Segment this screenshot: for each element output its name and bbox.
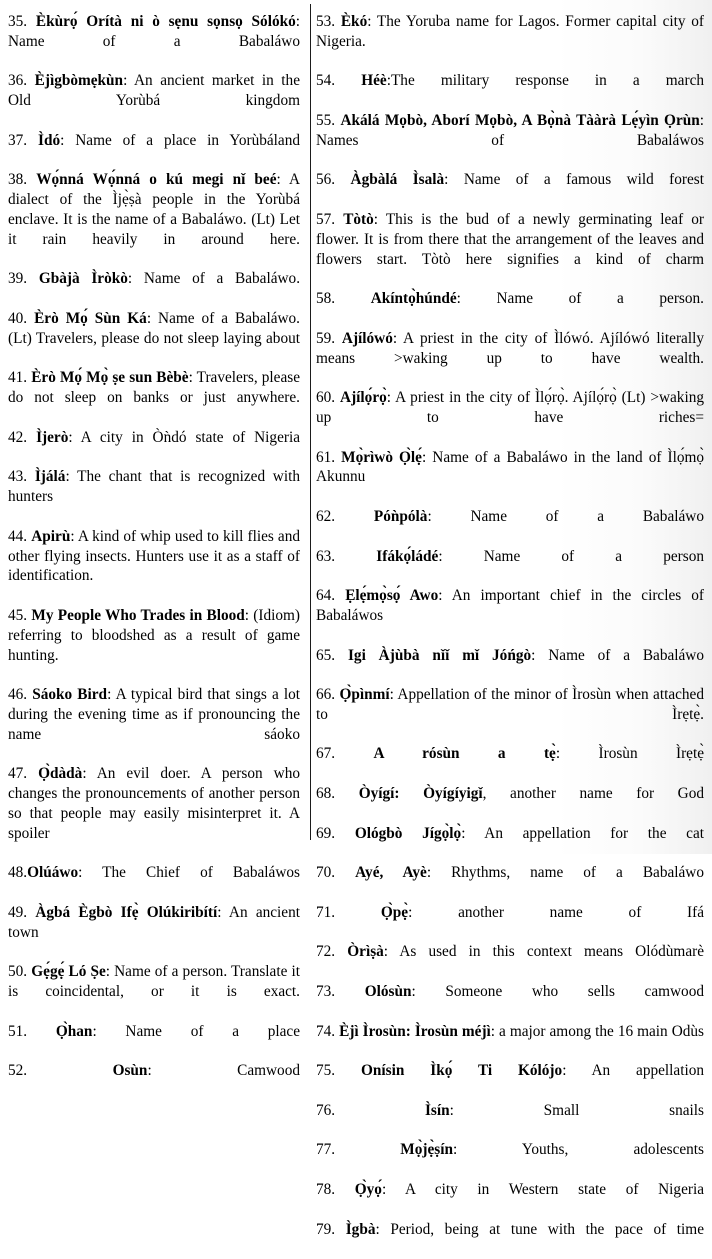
entry-definition: An ancient market in the Old Yorùbá kingdom: [8, 72, 300, 110]
entry-definition: Name of a Babaláwo: [431, 507, 704, 525]
entry-separator: :: [123, 72, 128, 90]
entry-headword: Igi Àjùbà nǐǐ mǐ Jóńgò: [347, 646, 532, 664]
glossary-entry: [316, 111, 704, 170]
entry-number: 37.: [8, 131, 28, 149]
glossary-entry: [8, 12, 300, 71]
entry-headword: Ìdó: [38, 131, 61, 149]
entry-headword: Ayé, Ayè: [355, 864, 427, 882]
entry-separator: :: [367, 13, 372, 30]
entry-definition: Name of a person: [442, 547, 705, 565]
entry-headword: Olúáwo: [27, 864, 79, 882]
entry-number: 35.: [8, 13, 28, 30]
entry-separator: :: [60, 131, 65, 149]
entry-headword: Èrò Mọ́ Sùn Ká: [34, 309, 147, 327]
glossary-entry: [8, 71, 300, 130]
entry-number: 49.: [8, 903, 28, 921]
entry-headword: Àgbá Ègbò Ifẹ̀ Olúkiribítí: [35, 903, 218, 921]
entry-number: 66.: [316, 686, 336, 704]
entry-definition: An appellation: [566, 1062, 704, 1080]
entry-headword: Ìsín: [424, 1101, 450, 1119]
glossary-entry: [316, 1140, 704, 1180]
entry-number: 54.: [316, 72, 336, 90]
entry-number: 38.: [8, 171, 28, 189]
entry-number: 42.: [8, 428, 28, 446]
entry-headword: Osùn: [112, 1062, 148, 1080]
entry-headword: Akálá Mọbò, Aborí Mọbò, A Bọ̀nà Tààrà Lẹ́yìn Ọrùn: [340, 111, 700, 129]
entry-separator: :: [92, 1022, 97, 1040]
entry-separator: :: [444, 171, 449, 189]
entry-separator: :: [531, 646, 536, 664]
entry-headword: Ọ̀yọ́: [354, 1181, 382, 1199]
entry-headword: Èjìgbòmẹkùn: [34, 72, 124, 90]
entry-definition: Small snails: [453, 1101, 705, 1119]
glossary-entry: [316, 547, 704, 587]
glossary-entry: [8, 368, 300, 427]
entry-separator: :: [65, 468, 70, 486]
glossary-entry: [316, 1180, 704, 1220]
entry-definition: Name of a Babaláwo. (Lt) Travelers, please do not sleep laying about: [8, 309, 301, 347]
entry-headword: Akíntọ̀húndé: [370, 290, 457, 308]
entry-separator: :: [386, 72, 391, 90]
glossary-entry: [316, 289, 704, 329]
glossary-entry: [8, 467, 300, 526]
entry-separator: :: [107, 686, 112, 704]
glossary-entry: [316, 824, 704, 864]
entry-headword: My People Who Trades in Blood: [31, 606, 245, 624]
entry-number: 51.: [8, 1022, 28, 1040]
glossary-entry: [8, 606, 300, 685]
entry-definition: An ancient town: [8, 903, 300, 941]
entry-separator: :: [421, 448, 427, 466]
glossary-entry: [8, 1061, 300, 1101]
entry-definition: Name of a Babaláwo: [8, 32, 300, 50]
entry-number: 53.: [316, 13, 336, 30]
entry-definition: Camwood: [151, 1062, 300, 1080]
entry-headword: Òyígí: Òyígíyigǐ: [358, 785, 483, 803]
entry-separator: :: [147, 1062, 152, 1080]
entry-definition: Appellation of the minor of Ìrosùn when attached to Ìrẹtẹ̀.: [316, 686, 704, 723]
entry-separator: :: [383, 943, 389, 961]
entry-headword: Ẹlẹ́mọ̀sọ́ Awo: [345, 587, 439, 605]
entry-headword: Tòtò: [343, 210, 374, 228]
entry-separator: :: [392, 329, 398, 347]
entry-separator: :: [449, 1101, 454, 1119]
entry-definition: An evil doer. A person who changes the pronouncements of another person so that people may easily misinterpret it. A spoiler: [8, 765, 300, 842]
entry-separator: :: [276, 171, 281, 189]
entry-number: 62.: [316, 507, 336, 525]
entry-definition: Youths, adolescents: [457, 1141, 704, 1159]
entry-number: 44.: [8, 527, 28, 545]
entry-definition: Travelers, please do not sleep on banks or just anywhere.: [8, 369, 300, 407]
entry-number: 41.: [8, 369, 28, 387]
entry-number: 47.: [8, 765, 28, 783]
glossary-entry: [316, 863, 704, 903]
entry-definition: Name of a Babaláwo in the land of Ìlọ́mọ̀ Akunnu: [316, 448, 705, 486]
entry-separator: :: [127, 270, 133, 288]
entry-headword: A rósùn a tẹ̀: [373, 745, 556, 763]
glossary-entry: [316, 646, 704, 686]
entry-number: 71.: [316, 903, 336, 921]
entry-headword: Ọ̀han: [55, 1022, 93, 1040]
entry-number: 65.: [316, 646, 336, 664]
entry-number: 46.: [8, 686, 28, 704]
entry-separator: :: [461, 824, 466, 842]
entry-definition: A kind of whip used to kill flies and other flying insects. Hunters use it as a staff of identification.: [8, 527, 300, 585]
glossary-entry: [8, 685, 300, 764]
entry-definition: An appellation for the cat: [465, 824, 704, 842]
entry-separator: :: [188, 369, 193, 387]
entry-headword: Mọ̀rìwò Ọ̀lẹ́: [341, 448, 422, 466]
entry-number: 55.: [316, 111, 336, 129]
entry-headword: Ọ̀pìnmí: [339, 686, 390, 704]
entry-headword: Ológbò Jígọ̀lọ̀: [354, 824, 462, 842]
glossary-entry: [316, 586, 704, 645]
entry-separator: :: [555, 745, 561, 763]
entry-headword: Ọ̀pẹ̀: [380, 903, 409, 921]
entry-definition: The Chief of Babaláwos: [82, 864, 300, 882]
entry-headword: Èjì Ìrosùn: Ìrosùn méjì: [339, 1022, 491, 1040]
entry-separator: :: [373, 210, 379, 228]
glossary-entry: [8, 309, 300, 368]
entry-separator: :: [295, 13, 300, 30]
entry-number: 68.: [316, 785, 336, 803]
entry-headword: Àgbàlá Ìsalà: [350, 171, 445, 189]
entry-number: 58.: [316, 290, 336, 308]
glossary-entry: [8, 527, 300, 606]
entry-number: 64.: [316, 587, 336, 605]
glossary-entry: [316, 744, 704, 784]
glossary-entry: [8, 428, 300, 468]
entry-definition: Name of a place: [96, 1022, 300, 1040]
entry-definition: The chant that is recognized with hunters: [8, 468, 301, 506]
entry-separator: :: [105, 963, 111, 981]
glossary-entry: [316, 210, 704, 289]
entry-definition: This is the bud of a newly germinating leaf or flower. It is from there that the arrangement of the leaves and flowers start. Tòtò here signifies a kind of charm: [316, 210, 704, 268]
entry-definition: Someone who sells camwood: [415, 983, 704, 1001]
entry-separator: :: [389, 686, 394, 704]
entry-separator: :: [70, 527, 75, 545]
glossary-entry: [316, 1101, 704, 1141]
entry-headword: Ìjálá: [34, 468, 66, 486]
glossary-entry: [316, 982, 704, 1022]
entry-number: 67.: [316, 745, 336, 763]
entry-number: 56.: [316, 171, 336, 189]
entry-separator: :: [699, 111, 705, 129]
entry-definition: An important chief in the circles of Babaláwos: [316, 587, 705, 624]
entry-separator: :: [146, 309, 152, 327]
two-column-body: [0, 12, 712, 1238]
entry-definition: Name of a Babaláwo: [535, 646, 704, 664]
glossary-entry: [316, 388, 704, 447]
glossary-entry: [8, 1022, 300, 1062]
entry-headword: Èrò Mọ́ Mọ̀ ṣe sun Bèbè: [31, 369, 189, 387]
entry-number: 78.: [316, 1181, 336, 1199]
glossary-entry: [8, 903, 300, 962]
glossary-entry: [316, 784, 704, 824]
entry-headword: Mọ̀jẹ̀ṣín: [400, 1141, 453, 1159]
entry-definition: A priest in the city of Ìlówó. Ajílówó literally means >waking up to have wealth.: [316, 329, 704, 367]
entry-headword: Ọ̀dàdà: [38, 765, 83, 783]
glossary-entry: [316, 12, 704, 71]
entry-definition: Rhythms, name of a Babaláwo: [431, 864, 704, 882]
glossary-entry: [8, 764, 300, 863]
entry-definition: Name of a person. Translate it is coincidental, or it is exact.: [8, 963, 300, 1001]
entry-number: 76.: [316, 1101, 336, 1119]
entry-headword: Ìjerò: [36, 428, 69, 446]
entry-number: 79.: [316, 1220, 336, 1238]
entry-headword: Èkùrọ́ Orítà ni ò sẹnu sọnsọ Sólókó: [35, 13, 296, 30]
entry-definition: , another name for God: [482, 785, 705, 803]
entry-separator: :: [438, 547, 443, 565]
entry-headword: Ajílówó: [341, 329, 393, 347]
glossary-entry: [316, 329, 704, 388]
glossary-entry: [316, 1220, 704, 1259]
entry-headword: Héè: [361, 72, 387, 90]
entry-number: 69.: [316, 824, 336, 842]
entry-definition: Name of a Babaláwo.: [132, 270, 301, 288]
entry-definition: Period, being at tune with the pace of time: [379, 1220, 704, 1238]
entry-definition: (Idiom) referring to bloodshed as a result of game hunting.: [8, 606, 300, 664]
glossary-entry: [8, 131, 300, 171]
entry-headword: Póǹpólà: [373, 507, 428, 525]
entry-definition: a major among the 16 main Odùs: [495, 1022, 704, 1040]
glossary-entry: [8, 863, 300, 903]
entry-number: 74.: [316, 1022, 336, 1040]
entry-definition: The military response in a march: [390, 72, 705, 90]
entry-definition: Ìrosùn Ìrẹtẹ̀: [560, 745, 704, 763]
entry-number: 36.: [8, 72, 28, 90]
entry-separator: :: [411, 983, 416, 1001]
entry-headword: Sáoko Bird: [32, 686, 108, 704]
entry-separator: :: [456, 290, 461, 308]
entry-headword: Gbàjà Ìròkò: [38, 270, 128, 288]
entry-separator: :: [375, 1220, 380, 1238]
entry-separator: :: [244, 606, 250, 624]
entry-definition: A dialect of the Ìjẹ̀ṣà people in the Yorùbá enclave. It is the name of a Babaláwo. (Lt) Let it rain heavily in around here.: [8, 171, 301, 248]
entry-number: 39.: [8, 270, 28, 288]
entry-number: 61.: [316, 448, 336, 466]
entry-number: 57.: [316, 210, 336, 228]
entry-number: 48.: [8, 864, 28, 882]
entry-separator: :: [408, 903, 413, 921]
entry-headword: Olósùn: [364, 983, 412, 1001]
entry-definition: A city in Òǹdó state of Nigeria: [72, 428, 300, 446]
entry-headword: Ifákọ́ládé: [376, 547, 439, 565]
entry-definition: Name of a famous wild forest: [448, 171, 705, 189]
entry-number: 50.: [8, 963, 28, 981]
entry-definition: Name of a place in Yorùbáland: [64, 131, 301, 149]
entry-definition: The Yoruba name for Lagos. Former capital city of Nigeria.: [316, 13, 704, 50]
entry-number: 52.: [8, 1062, 28, 1080]
entry-number: 63.: [316, 547, 336, 565]
glossary-entry: [316, 1022, 704, 1062]
entry-separator: :: [452, 1141, 458, 1159]
entry-separator: :: [68, 428, 73, 446]
entry-number: 70.: [316, 864, 336, 882]
entry-separator: :: [426, 864, 432, 882]
entry-headword: Onísin Ìkọ́ Ti Kólójo: [361, 1062, 563, 1080]
entry-headword: Òrìṣà: [347, 943, 384, 961]
glossary-entry: [8, 962, 300, 1021]
entry-separator: :: [217, 903, 222, 921]
entry-separator: :: [562, 1062, 567, 1080]
glossary-entry: [316, 71, 704, 111]
entry-separator: :: [490, 1022, 496, 1040]
entry-definition: A typical bird that sings a lot during the evening time as if pronouncing the name sáoko: [8, 686, 300, 743]
entry-headword: Apirù: [31, 527, 71, 545]
entry-number: 40.: [8, 309, 28, 327]
entry-number: 45.: [8, 606, 28, 624]
entry-headword: Èkó: [340, 13, 368, 30]
glossary-entry: [316, 685, 704, 744]
entry-definition: A priest in the city of Ìlọ́rọ̀. Ajílọ́rọ̀ (Lt) >waking up to have riches=: [316, 389, 704, 426]
entry-number: 60.: [316, 389, 336, 407]
left-column: [0, 12, 306, 1101]
entry-number: 73.: [316, 983, 336, 1001]
entry-separator: :: [381, 1181, 387, 1199]
entry-headword: Ajílọ́rọ̀: [340, 389, 387, 407]
entry-separator: :: [427, 507, 432, 525]
glossary-entry: [8, 269, 300, 309]
glossary-entry: [316, 507, 704, 547]
entry-definition: Names of Babaláwos: [316, 131, 704, 149]
glossary-entry: [316, 170, 704, 210]
entry-separator: :: [386, 389, 392, 407]
entry-headword: Gẹ́gẹ́ Ló Ṣe: [31, 963, 106, 981]
entry-definition: another name of Ifá: [412, 903, 705, 921]
glossary-entry: [316, 448, 704, 507]
glossary-entry: [316, 903, 704, 943]
entry-headword: Wọ́nná Wọ́nná o kú megi nǐ beé: [36, 171, 277, 189]
entry-number: 43.: [8, 468, 28, 486]
right-column: [306, 12, 712, 1259]
entry-separator: :: [78, 864, 83, 882]
entry-headword: Ìgbà: [345, 1220, 376, 1238]
glossary-entry: [8, 170, 300, 269]
entry-number: 77.: [316, 1141, 336, 1159]
entry-separator: :: [82, 765, 87, 783]
entry-definition: Name of a person.: [460, 290, 704, 308]
entry-number: 59.: [316, 329, 336, 347]
entry-definition: A city in Western state of Nigeria: [386, 1181, 704, 1199]
glossary-entry: [316, 942, 704, 982]
entry-number: 75.: [316, 1062, 336, 1080]
entry-separator: :: [438, 587, 443, 605]
entry-definition: As used in this context means Olódùmarè: [388, 943, 704, 961]
entry-number: 72.: [316, 943, 336, 961]
glossary-entry: [316, 1061, 704, 1101]
